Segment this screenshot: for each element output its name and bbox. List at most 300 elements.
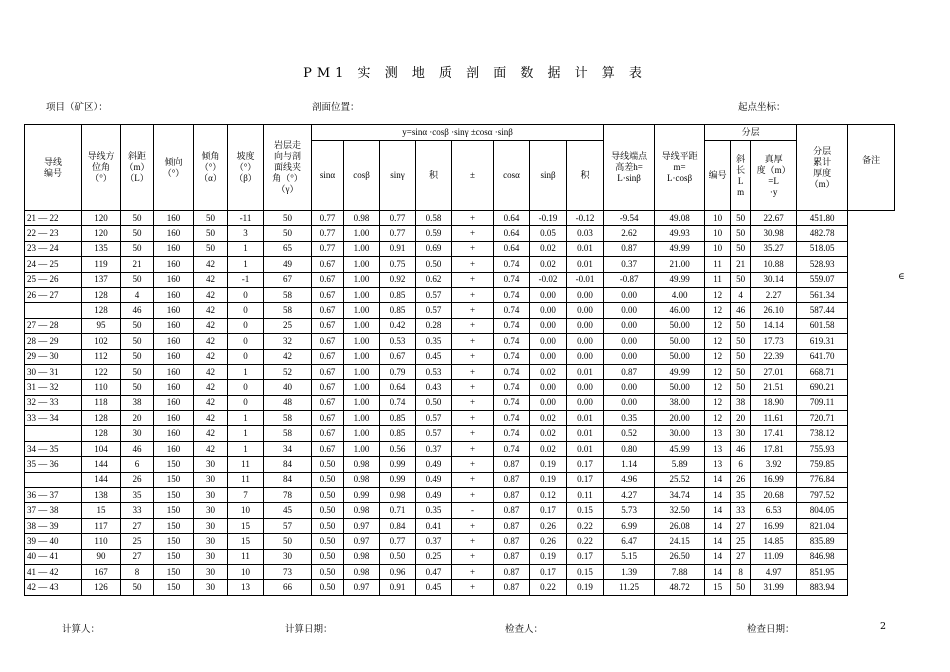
table-cell: + [452, 472, 494, 487]
table-cell: + [452, 272, 494, 287]
table-cell: 12 [705, 411, 731, 426]
table-cell: 137 [82, 272, 121, 287]
table-cell: 22 — 23 [25, 226, 82, 241]
table-cell: 50 [264, 211, 312, 226]
table-cell: 0.87 [494, 518, 530, 533]
table-cell: + [452, 457, 494, 472]
table-cell: 518.05 [797, 241, 848, 256]
header-sin-alpha: sinα [312, 141, 344, 211]
table-cell: 0.91 [380, 580, 416, 595]
table-cell: 27 [731, 549, 751, 564]
table-cell: 14 [705, 549, 731, 564]
table-cell: 12 [705, 334, 731, 349]
table-cell: 1.00 [344, 334, 380, 349]
table-cell: 104 [82, 441, 121, 456]
table-cell: 30 [194, 488, 228, 503]
table-cell: 42 [194, 395, 228, 410]
table-cell: 50 [121, 380, 154, 395]
table-cell: 30 [194, 534, 228, 549]
table-cell: + [452, 488, 494, 503]
table-cell: 0.67 [312, 318, 344, 333]
table-cell: 10 [228, 503, 264, 518]
table-cell: 0.84 [380, 518, 416, 533]
table-cell: -11 [228, 211, 264, 226]
table-cell: 0.74 [494, 272, 530, 287]
table-cell: 13 [705, 457, 731, 472]
table-cell: 160 [154, 257, 194, 272]
table-cell: 0.02 [530, 364, 567, 379]
table-cell: 118 [82, 395, 121, 410]
header-formula: y=sinα ·cosβ ·sinγ ±cosα ·sinβ [312, 125, 604, 141]
table-cell: 46 [731, 303, 751, 318]
table-cell: 35 [121, 488, 154, 503]
table-cell: 0.01 [567, 257, 604, 272]
table-row [25, 580, 895, 595]
calculation-table [24, 124, 895, 596]
table-cell: 0.99 [344, 488, 380, 503]
table-cell: 0.43 [416, 380, 452, 395]
table-cell: 50 [121, 334, 154, 349]
table-cell: 150 [154, 549, 194, 564]
table-cell: -9.54 [604, 211, 655, 226]
table-cell: 42 [194, 380, 228, 395]
table-cell: 112 [82, 349, 121, 364]
table-cell: 0.02 [530, 241, 567, 256]
table-cell: 160 [154, 226, 194, 241]
table-cell: 0.87 [604, 241, 655, 256]
table-cell: 1.00 [344, 257, 380, 272]
table-cell: 1.00 [344, 272, 380, 287]
table-cell: 90 [82, 549, 121, 564]
table-cell: 26.10 [751, 303, 797, 318]
table-cell: + [452, 518, 494, 533]
table-cell: 0.00 [567, 380, 604, 395]
table-cell: 8 [121, 564, 154, 579]
table-cell: 160 [154, 241, 194, 256]
table-cell: 0.00 [567, 303, 604, 318]
table-cell: 10 [705, 241, 731, 256]
table-cell: 1 [228, 364, 264, 379]
table-cell: 1.00 [344, 395, 380, 410]
table-cell: + [452, 564, 494, 579]
table-cell: + [452, 534, 494, 549]
table-cell: 0 [228, 318, 264, 333]
table-cell: 0.00 [530, 395, 567, 410]
table-cell: 25 — 26 [25, 272, 82, 287]
table-cell: 0.52 [604, 426, 655, 441]
table-cell: 50 [731, 211, 751, 226]
table-cell: 21 [731, 257, 751, 272]
table-cell: 34.74 [655, 488, 705, 503]
table-cell: 21 — 22 [25, 211, 82, 226]
table-cell: 0.57 [416, 303, 452, 318]
table-cell: 32.50 [655, 503, 705, 518]
table-cell: 16.99 [751, 472, 797, 487]
table-cell: 126 [82, 580, 121, 595]
table-cell: 0.77 [380, 534, 416, 549]
table-cell: 0.62 [416, 272, 452, 287]
table-row [25, 318, 895, 333]
table-cell: 14 [705, 564, 731, 579]
table-cell: 0.67 [312, 364, 344, 379]
table-cell: 0.17 [530, 503, 567, 518]
table-cell: 102 [82, 334, 121, 349]
table-cell: 42 [194, 364, 228, 379]
header-azimuth: 导线方 位角 （°） [82, 125, 121, 211]
table-cell: 50 [194, 211, 228, 226]
table-cell: 0.35 [416, 503, 452, 518]
table-cell: 160 [154, 395, 194, 410]
table-cell: 49.93 [655, 226, 705, 241]
table-cell: 50 [731, 349, 751, 364]
table-cell: 0.01 [567, 426, 604, 441]
table-cell: 0.97 [344, 518, 380, 533]
table-cell: 11 [705, 272, 731, 287]
table-cell: 0.00 [567, 349, 604, 364]
table-cell: 0.96 [380, 564, 416, 579]
table-cell: 0.50 [416, 257, 452, 272]
table-cell: 45 [264, 503, 312, 518]
table-cell: -0.12 [567, 211, 604, 226]
table-cell: 4.00 [655, 287, 705, 302]
table-cell: 22.39 [751, 349, 797, 364]
table-cell: 42 [194, 272, 228, 287]
table-cell: 50 [121, 241, 154, 256]
table-cell: 559.07 [797, 272, 848, 287]
table-cell: 0.57 [416, 426, 452, 441]
table-cell: 35 — 36 [25, 457, 82, 472]
table-cell: 0.77 [312, 211, 344, 226]
table-cell: 17.81 [751, 441, 797, 456]
table-cell: + [452, 380, 494, 395]
table-cell: 6.99 [604, 518, 655, 533]
table-cell: 11 [228, 472, 264, 487]
table-cell: 50 [731, 226, 751, 241]
table-cell: 0.99 [380, 457, 416, 472]
table-cell: 84 [264, 472, 312, 487]
table-cell: 0.67 [312, 287, 344, 302]
header-remark: 备注 [848, 125, 895, 211]
table-cell: 0.05 [530, 226, 567, 241]
header-horizontal-distance: 导线平距 m= L·cosβ [655, 125, 705, 211]
table-cell: 0.87 [494, 488, 530, 503]
table-cell: 27 [121, 549, 154, 564]
table-cell: 14.14 [751, 318, 797, 333]
table-cell: 144 [82, 472, 121, 487]
table-cell: 11.25 [604, 580, 655, 595]
table-row [25, 226, 895, 241]
table-cell: 117 [82, 518, 121, 533]
table-cell: 0.47 [416, 564, 452, 579]
table-cell: 38 [731, 395, 751, 410]
table-cell: 0.00 [604, 318, 655, 333]
table-cell: 0.91 [380, 241, 416, 256]
table-cell: 40 [264, 380, 312, 395]
table-cell: 36 — 37 [25, 488, 82, 503]
table-cell: 30 [731, 426, 751, 441]
table-cell: 110 [82, 534, 121, 549]
table-cell: 619.31 [797, 334, 848, 349]
table-cell: 6.47 [604, 534, 655, 549]
table-cell: 12 [705, 303, 731, 318]
table-cell: 128 [82, 426, 121, 441]
table-cell: 0.74 [494, 257, 530, 272]
table-cell: 0.69 [416, 241, 452, 256]
table-cell: 0.17 [567, 549, 604, 564]
table-cell: 821.04 [797, 518, 848, 533]
table-cell: 50 [264, 534, 312, 549]
table-cell: 50.00 [655, 318, 705, 333]
table-cell: 0.74 [494, 303, 530, 318]
table-cell: 144 [82, 457, 121, 472]
table-cell: 29 — 30 [25, 349, 82, 364]
table-cell: 41 — 42 [25, 564, 82, 579]
header-layer-length: 斜 长 L m [731, 141, 751, 211]
table-cell: 67 [264, 272, 312, 287]
table-cell: 738.12 [797, 426, 848, 441]
table-cell: 0.80 [604, 441, 655, 456]
table-cell: 27 [731, 518, 751, 533]
table-cell: + [452, 395, 494, 410]
header-cos-beta: cosβ [344, 141, 380, 211]
table-cell: + [452, 226, 494, 241]
table-cell: 26 [121, 472, 154, 487]
table-cell: 0.98 [344, 472, 380, 487]
table-cell: 4.96 [604, 472, 655, 487]
table-cell: 0.67 [312, 349, 344, 364]
table-cell: 46 [121, 441, 154, 456]
check-date-label: 检查日期： [747, 624, 795, 635]
table-cell: 835.89 [797, 534, 848, 549]
table-cell: 1 [228, 441, 264, 456]
table-cell: 0.57 [416, 411, 452, 426]
table-cell: 30 [194, 518, 228, 533]
header-cumulative-thickness: 分层 累计 厚度 （m） [797, 125, 848, 211]
table-cell: 0.42 [380, 318, 416, 333]
table-cell: 160 [154, 364, 194, 379]
table-cell: 0.97 [344, 534, 380, 549]
table-cell: 27 [121, 518, 154, 533]
table-cell: 25 [264, 318, 312, 333]
table-cell: 0.00 [530, 334, 567, 349]
page-number: 2 [880, 621, 887, 632]
table-row [25, 457, 895, 472]
checker-label: 检查人： [505, 624, 544, 635]
table-row [25, 395, 895, 410]
table-cell: 0.67 [312, 426, 344, 441]
table-cell: 528.93 [797, 257, 848, 272]
table-cell: 0.00 [604, 334, 655, 349]
table-cell: 0.85 [380, 426, 416, 441]
header-product-2: 积 [567, 141, 604, 211]
table-cell: 49.99 [655, 272, 705, 287]
table-cell: 57 [264, 518, 312, 533]
section-position-label: 剖面位置： [312, 102, 360, 113]
header-line-no: 导线 编号 [25, 125, 82, 211]
table-cell: 0.00 [530, 287, 567, 302]
table-cell: 50 [194, 241, 228, 256]
header-plus-minus: ± [452, 141, 494, 211]
table-cell: 0.50 [312, 488, 344, 503]
table-cell: 0.92 [380, 272, 416, 287]
table-row [25, 411, 895, 426]
table-cell: 0.19 [530, 472, 567, 487]
table-cell: 0.87 [494, 472, 530, 487]
table-cell: 0.49 [416, 457, 452, 472]
table-cell: 1.00 [344, 426, 380, 441]
table-cell: 26 [731, 472, 751, 487]
table-row [25, 472, 895, 487]
table-cell: 0.74 [494, 380, 530, 395]
table-cell: 0.56 [380, 441, 416, 456]
table-cell: 0.67 [312, 303, 344, 318]
table-cell: 50.00 [655, 334, 705, 349]
table-cell: + [452, 303, 494, 318]
table-cell: 39 — 40 [25, 534, 82, 549]
table-cell: 50 [731, 272, 751, 287]
table-cell: 58 [264, 287, 312, 302]
table-cell: 24.15 [655, 534, 705, 549]
table-cell: 37 — 38 [25, 503, 82, 518]
table-row [25, 364, 895, 379]
header-cos-alpha: cosα [494, 141, 530, 211]
table-cell: 50 [121, 349, 154, 364]
table-cell: 0.74 [494, 318, 530, 333]
table-cell: 35 [731, 488, 751, 503]
table-cell: 1.00 [344, 349, 380, 364]
table-cell: 38.00 [655, 395, 705, 410]
table-cell: 0.00 [604, 303, 655, 318]
table-cell: 46.00 [655, 303, 705, 318]
table-cell [25, 472, 82, 487]
table-cell: 13 [705, 426, 731, 441]
table-cell: 78 [264, 488, 312, 503]
table-row [25, 564, 895, 579]
table-cell: 15 [82, 503, 121, 518]
table-cell: 119 [82, 257, 121, 272]
table-cell: 1.39 [604, 564, 655, 579]
table-cell: 0.00 [604, 395, 655, 410]
table-cell: 0.53 [416, 364, 452, 379]
table-cell: 0.00 [567, 318, 604, 333]
table-cell: 135 [82, 241, 121, 256]
table-cell: 30 [194, 457, 228, 472]
table-cell: 0.67 [312, 395, 344, 410]
table-cell: -0.19 [530, 211, 567, 226]
table-cell: 160 [154, 272, 194, 287]
table-row [25, 241, 895, 256]
table-cell: 1.00 [344, 318, 380, 333]
table-cell: 0.11 [567, 488, 604, 503]
table-cell: 42 [194, 349, 228, 364]
table-cell: + [452, 580, 494, 595]
table-cell: + [452, 257, 494, 272]
header-layer-no: 编号 [705, 141, 731, 211]
table-cell: 0.25 [416, 549, 452, 564]
table-cell: 641.70 [797, 349, 848, 364]
table-cell: - [452, 503, 494, 518]
table-cell: 0.00 [530, 318, 567, 333]
table-cell: 150 [154, 472, 194, 487]
table-cell: 18.90 [751, 395, 797, 410]
table-cell: 160 [154, 287, 194, 302]
table-cell: 10 [705, 211, 731, 226]
table-cell: 42 [194, 257, 228, 272]
table-cell: 0.75 [380, 257, 416, 272]
table-cell: 720.71 [797, 411, 848, 426]
table-cell: 0.26 [530, 518, 567, 533]
table-cell: 3 [228, 226, 264, 241]
table-cell: 73 [264, 564, 312, 579]
table-cell: 13 [228, 580, 264, 595]
table-cell: 11 [228, 549, 264, 564]
table-cell: 7 [228, 488, 264, 503]
table-cell: 150 [154, 564, 194, 579]
table-cell: 33 [731, 503, 751, 518]
table-cell: 0.50 [312, 580, 344, 595]
table-cell: 0.28 [416, 318, 452, 333]
table-cell: 0.67 [312, 380, 344, 395]
table-cell: 150 [154, 457, 194, 472]
table-cell: + [452, 411, 494, 426]
table-row [25, 441, 895, 456]
table-cell: 150 [154, 534, 194, 549]
table-cell: 0.87 [604, 364, 655, 379]
table-cell: 40 — 41 [25, 549, 82, 564]
table-cell: 34 [264, 441, 312, 456]
table-cell: 23 — 24 [25, 241, 82, 256]
table-cell: 42 [194, 441, 228, 456]
table-cell: 4 [121, 287, 154, 302]
table-cell: 30 [194, 472, 228, 487]
table-cell: 0.37 [416, 441, 452, 456]
table-cell: 6 [731, 457, 751, 472]
table-row [25, 349, 895, 364]
table-cell: 138 [82, 488, 121, 503]
table-cell: + [452, 287, 494, 302]
table-cell: 33 — 34 [25, 411, 82, 426]
table-cell: 0.74 [494, 364, 530, 379]
table-row [25, 488, 895, 503]
table-cell: 30 — 31 [25, 364, 82, 379]
table-row [25, 287, 895, 302]
table-cell: 0 [228, 349, 264, 364]
table-cell: 11 [705, 257, 731, 272]
table-cell: 587.44 [797, 303, 848, 318]
table-cell: 0.17 [530, 564, 567, 579]
table-cell: 0.00 [567, 395, 604, 410]
table-cell: 25 [731, 534, 751, 549]
table-cell: 759.85 [797, 457, 848, 472]
table-cell: 2.62 [604, 226, 655, 241]
table-cell: 50 [121, 272, 154, 287]
table-row [25, 257, 895, 272]
table-cell: 6 [121, 457, 154, 472]
header-dip-angle: 倾角 （°） （α） [194, 125, 228, 211]
table-cell: 4 [731, 287, 751, 302]
table-cell: 49.99 [655, 364, 705, 379]
table-cell: 0.41 [416, 518, 452, 533]
table-cell: 128 [82, 287, 121, 302]
table-cell: 0 [228, 395, 264, 410]
table-cell: 0 [228, 287, 264, 302]
table-cell: 0.02 [530, 411, 567, 426]
table-cell: 1 [228, 257, 264, 272]
header-sin-beta: sinβ [530, 141, 567, 211]
table-cell: -0.01 [567, 272, 604, 287]
table-cell: 14 [705, 534, 731, 549]
table-cell: 150 [154, 580, 194, 595]
